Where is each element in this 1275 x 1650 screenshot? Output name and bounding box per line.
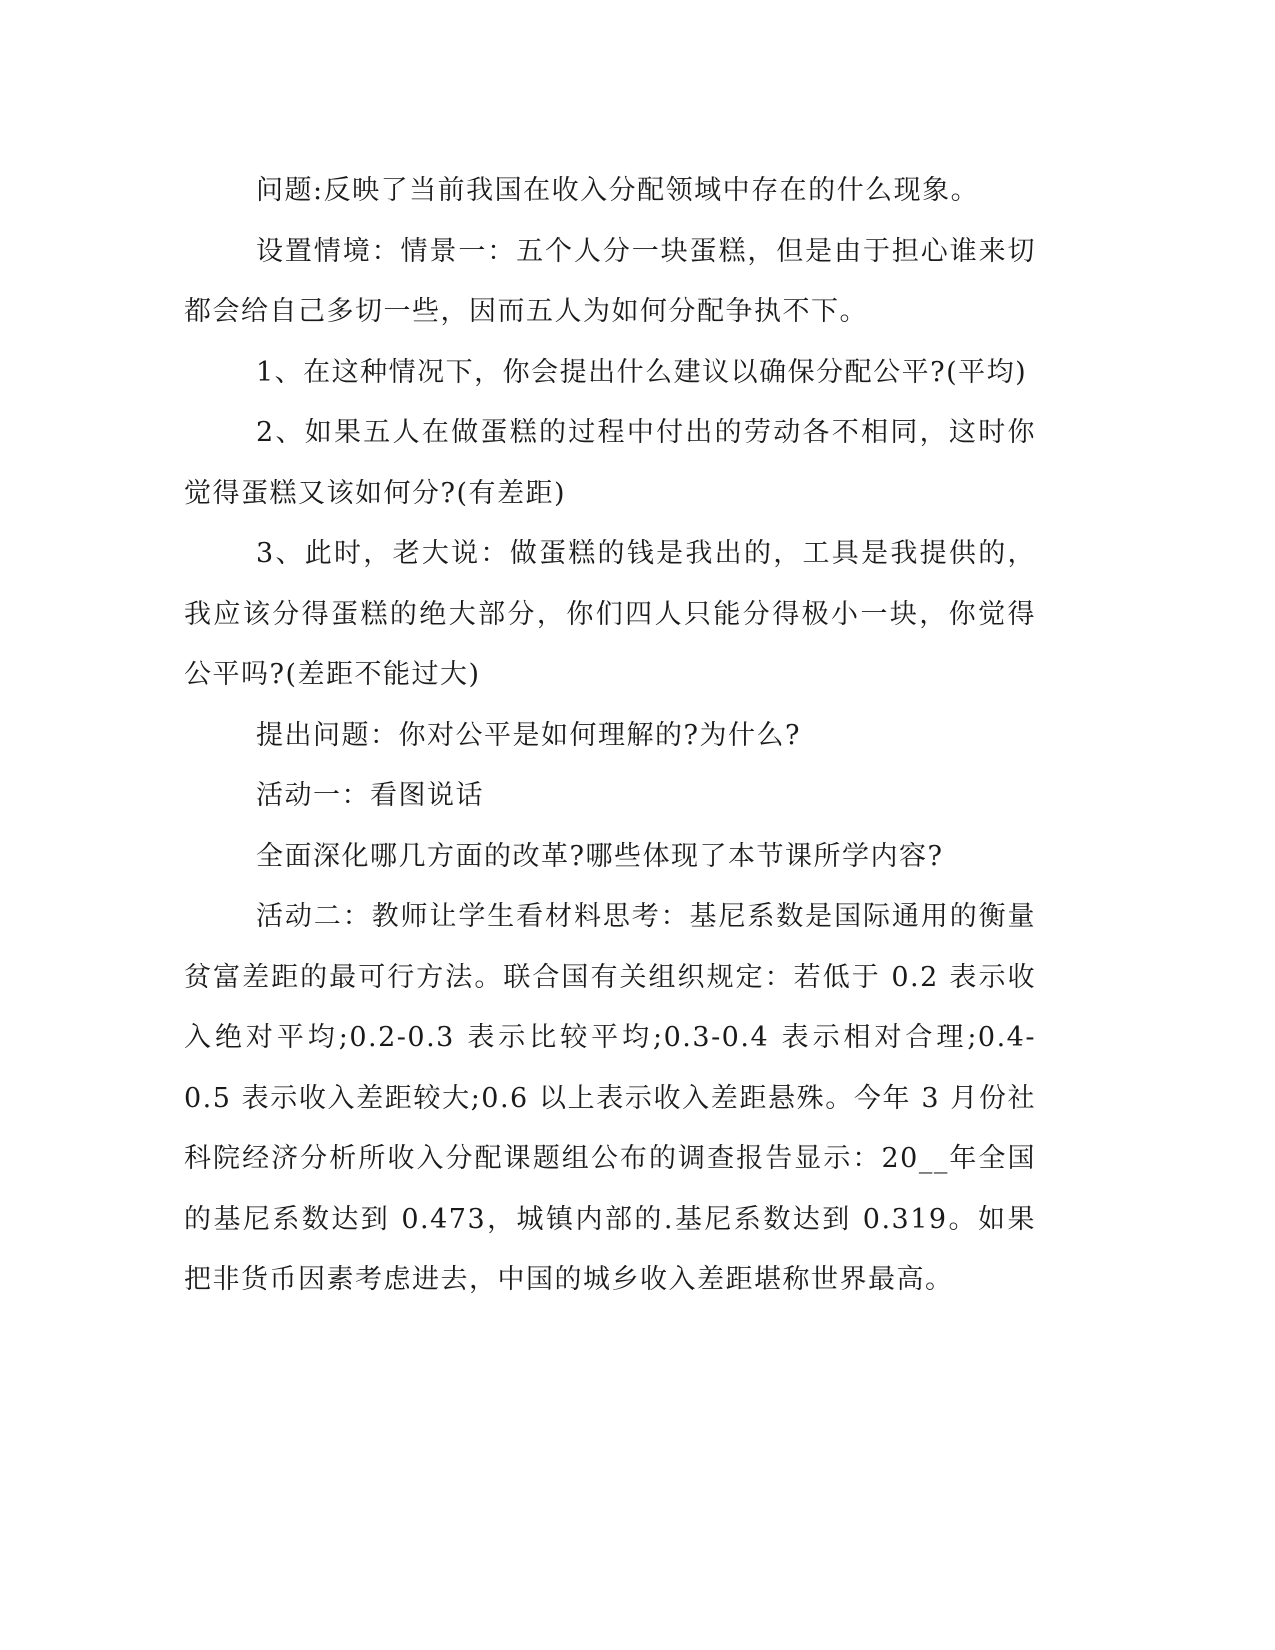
paragraph-reform-question: 全面深化哪几方面的改革?哪些体现了本节课所学内容?: [256, 840, 944, 872]
paragraph-scenario: 设置情境：情景一：五个人分一块蛋糕，但是由于担心谁来切都会给自己多切一些，因而五人为如何分配争执不下。: [184, 235, 1036, 327]
paragraph-item-3: 3、此时，老大说：做蛋糕的钱是我出的，工具是我提供的，我应该分得蛋糕的绝大部分，你们四人只能分得极小一块，你觉得公平吗?(差距不能过大): [184, 538, 1036, 690]
paragraph-activity-1: 活动一：看图说话: [256, 780, 484, 811]
paragraph-raise-question: 提出问题：你对公平是如何理解的?为什么?: [256, 719, 801, 751]
paragraph-item-1: 1、在这种情况下，你会提出什么建议以确保分配公平?(平均): [256, 356, 1028, 388]
document-body: [184, 161, 1036, 1311]
paragraph-question: 问题:反映了当前我国在收入分配领域中存在的什么现象。: [256, 175, 980, 206]
paragraph-activity-2: 活动二：教师让学生看材料思考：基尼系数是国际通用的衡量贫富差距的最可行方法。联合国有关组织规定：若低于 0.2 表示收入绝对平均;0.2-0.3 表示比较平均;0.3-0.4 表示相对合理;0.4-0.5 表示收入差距较大;0.6 以上表示收入差距悬殊。今年 3 月份社科院经济分析所收入分配课题组公布的调查报告显示：20__年全国的基尼系数达到 0.473，城镇内部的.基尼系数达到 0.319。如果把非货币因素考虑进去，中国的城乡收入差距堪称世界最高。: [184, 901, 1036, 1295]
paragraph-item-2: 2、如果五人在做蛋糕的过程中付出的劳动各不相同，这时你觉得蛋糕又该如何分?(有差距): [184, 417, 1036, 509]
